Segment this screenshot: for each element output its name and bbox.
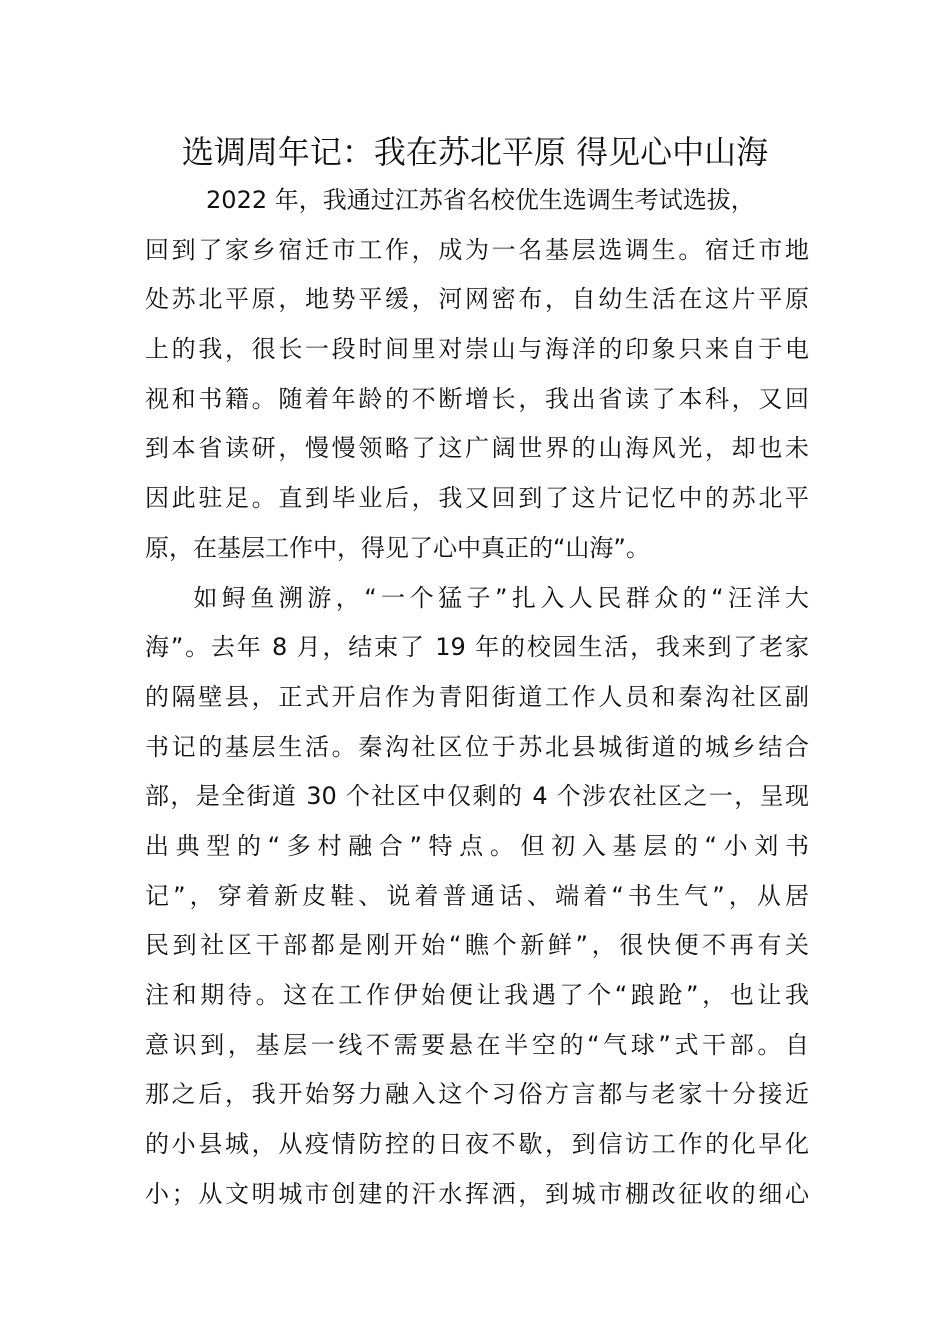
text-line: 视和书籍。随着年龄的不断增长，我出省读了本科，又回 [145,384,809,413]
text-line: 因此驻足。直到毕业后，我又回到了这片记忆中的苏北平 [145,484,809,513]
text-line: 处苏北平原，地势平缓，河网密布，自幼生活在这片平原 [145,285,809,314]
text-line: 那之后，我开始努力融入这个习俗方言都与老家十分接近 [145,1080,809,1109]
text-line: 记”，穿着新皮鞋、说着普通话、端着“书生气”，从居 [145,881,809,910]
text-line: 小；从文明城市创建的汗水挥洒，到城市棚改征收的细心 [145,1179,809,1208]
article-body [145,176,809,1219]
text-line: 上的我，很长一段时间里对崇山与海洋的印象只来自于电 [145,335,809,364]
text-line: 部，是全街道 30 个社区中仅剩的 4 个涉农社区之一，呈现 [145,782,809,811]
text-line: 2022 年，我通过江苏省名校优生选调生考试选拔， [145,186,755,214]
text-line: 注和期待。这在工作伊始便让我遇了个“踉跄”，也让我 [145,981,809,1009]
text-line: 书记的基层生活。秦沟社区位于苏北县城街道的城乡结合 [145,732,809,761]
text-line: 到本省读研，慢慢领略了这广阔世界的山海风光，却也未 [145,434,809,463]
text-line: 的隔壁县，正式开启作为青阳街道工作人员和秦沟社区副 [145,682,809,711]
text-line: 意识到，基层一线不需要悬在半空的“气球”式干部。自 [145,1030,809,1059]
text-line: 回到了家乡宿迁市工作，成为一名基层选调生。宿迁市地 [145,235,809,264]
text-line: 海”。去年 8 月，结束了 19 年的校园生活，我来到了老家 [145,633,809,662]
article-title: 选调周年记：我在苏北平原 得见心中山海 [181,133,769,171]
text-line: 如鲟鱼溯游，“一个猛子”扎入人民群众的“汪洋大 [145,583,809,612]
text-line: 民到社区干部都是刚开始“瞧个新鲜”，很快便不再有关 [145,931,809,960]
text-line: 的小县城，从疫情防控的日夜不歇，到信访工作的化早化 [145,1130,809,1159]
text-line: 原，在基层工作中，得见了心中真正的“山海”。 [145,533,650,562]
text-line: 出典型的“多村融合”特点。但初入基层的“小刘书 [145,831,809,860]
